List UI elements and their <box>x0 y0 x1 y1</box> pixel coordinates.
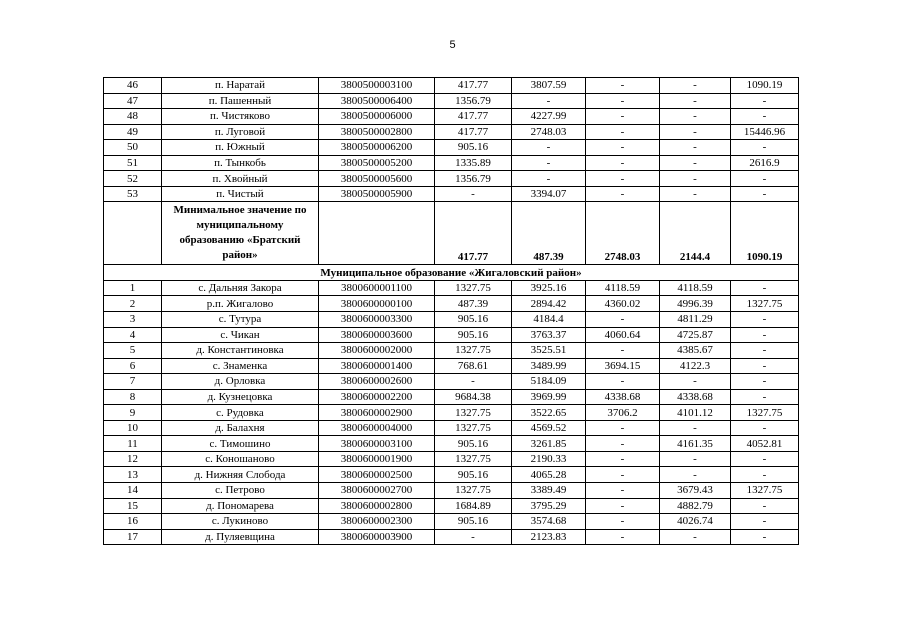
table-cell: 3800500005200 <box>319 155 435 171</box>
table-cell: д. Константиновка <box>162 343 319 359</box>
table-cell: 1 <box>104 280 162 296</box>
table-cell: 417.77 <box>435 78 512 94</box>
table-cell: - <box>660 155 731 171</box>
table-cell: - <box>731 498 799 514</box>
table-cell: 16 <box>104 514 162 530</box>
table-cell: 3800600001900 <box>319 451 435 467</box>
table-cell: 4811.29 <box>660 312 731 328</box>
table-cell: 7 <box>104 374 162 390</box>
table-cell: д. Балахня <box>162 420 319 436</box>
table-cell: - <box>660 420 731 436</box>
data-table <box>103 77 799 545</box>
table-cell: 2616.9 <box>731 155 799 171</box>
table-cell: 3800500006400 <box>319 93 435 109</box>
table-cell: 905.16 <box>435 467 512 483</box>
section-title: Муниципальное образование «Жигаловский район» <box>104 265 799 281</box>
table-cell: 4060.64 <box>586 327 660 343</box>
table-cell: 4118.59 <box>660 280 731 296</box>
table-cell: п. Наратай <box>162 78 319 94</box>
summary-index-cell <box>104 202 162 265</box>
table-cell: 17 <box>104 529 162 545</box>
table-cell: п. Хвойный <box>162 171 319 187</box>
table-cell: 3800600001100 <box>319 280 435 296</box>
table-cell: 2 <box>104 296 162 312</box>
table-cell: 3800500002800 <box>319 124 435 140</box>
table-cell: - <box>731 93 799 109</box>
table-cell: 1327.75 <box>435 405 512 421</box>
section-header-row <box>104 265 799 281</box>
table-cell: р.п. Жигалово <box>162 296 319 312</box>
page-number: 5 <box>449 39 456 51</box>
table-cell: 1335.89 <box>435 155 512 171</box>
table-cell: 8 <box>104 389 162 405</box>
table-cell: - <box>731 420 799 436</box>
table-cell: 53 <box>104 186 162 202</box>
table-cell: - <box>586 78 660 94</box>
table-cell: 3 <box>104 312 162 328</box>
table-cell: - <box>586 420 660 436</box>
table-cell: с. Лукиново <box>162 514 319 530</box>
table-cell: 3800600002900 <box>319 405 435 421</box>
table-cell: 3800500005600 <box>319 171 435 187</box>
table-cell: 3261.85 <box>512 436 586 452</box>
table-cell: - <box>731 451 799 467</box>
table-cell: 3925.16 <box>512 280 586 296</box>
table-cell: 4882.79 <box>660 498 731 514</box>
table-cell: 2894.42 <box>512 296 586 312</box>
table-cell: - <box>731 358 799 374</box>
table-cell: 3800600003600 <box>319 327 435 343</box>
table-cell: - <box>512 171 586 187</box>
table-cell: с. Коношаново <box>162 451 319 467</box>
table-cell: 3807.59 <box>512 78 586 94</box>
table-cell: 15446.96 <box>731 124 799 140</box>
table-cell: - <box>660 529 731 545</box>
table-cell: 3800600002200 <box>319 389 435 405</box>
table-cell: 3800500006000 <box>319 109 435 125</box>
table-cell: - <box>586 186 660 202</box>
table-cell: 9684.38 <box>435 389 512 405</box>
table-row <box>104 78 799 94</box>
table-row <box>104 343 799 359</box>
table-cell: с. Знаменка <box>162 358 319 374</box>
table-cell: 1327.75 <box>731 405 799 421</box>
table-cell: - <box>731 280 799 296</box>
table-cell: д. Пуляевщина <box>162 529 319 545</box>
table-cell: 3800500003100 <box>319 78 435 94</box>
table-cell: 4 <box>104 327 162 343</box>
table-cell: с. Тимошино <box>162 436 319 452</box>
table-cell: 4161.35 <box>660 436 731 452</box>
table-row <box>104 124 799 140</box>
table-cell: 11 <box>104 436 162 452</box>
table-cell: п. Чистяково <box>162 109 319 125</box>
table-cell: 1327.75 <box>435 280 512 296</box>
table-cell: 51 <box>104 155 162 171</box>
table-cell: - <box>586 155 660 171</box>
table-row <box>104 312 799 328</box>
table-row <box>104 140 799 156</box>
table-cell: 4725.87 <box>660 327 731 343</box>
table-cell: 3525.51 <box>512 343 586 359</box>
table-cell: 46 <box>104 78 162 94</box>
table-cell: 3800600001400 <box>319 358 435 374</box>
table-cell: 3574.68 <box>512 514 586 530</box>
table-row <box>104 327 799 343</box>
table-cell: - <box>586 343 660 359</box>
table-cell: - <box>586 436 660 452</box>
table-cell: 1327.75 <box>435 451 512 467</box>
table-cell: - <box>586 124 660 140</box>
table-cell: 417.77 <box>435 109 512 125</box>
table-cell: 3800600004000 <box>319 420 435 436</box>
table-cell: - <box>731 109 799 125</box>
table-cell: 3800600002800 <box>319 498 435 514</box>
table-cell: 4184.4 <box>512 312 586 328</box>
table-row <box>104 389 799 405</box>
table-cell: - <box>731 140 799 156</box>
summary-label: Минимальное значение по муниципальному образованию «Братский район» <box>162 202 319 265</box>
table-cell: 905.16 <box>435 514 512 530</box>
table-cell: - <box>731 389 799 405</box>
table-row <box>104 436 799 452</box>
table-cell: 14 <box>104 483 162 499</box>
table-cell: п. Чистый <box>162 186 319 202</box>
table-row <box>104 529 799 545</box>
table-cell: п. Луговой <box>162 124 319 140</box>
table-cell: 4360.02 <box>586 296 660 312</box>
table-cell: 3800600002700 <box>319 483 435 499</box>
table-cell: - <box>660 186 731 202</box>
table-cell: 10 <box>104 420 162 436</box>
table-row <box>104 420 799 436</box>
table-cell: 4118.59 <box>586 280 660 296</box>
table-cell: - <box>731 529 799 545</box>
table-cell: д. Орловка <box>162 374 319 390</box>
table-cell: 9 <box>104 405 162 421</box>
table-cell: 1327.75 <box>435 483 512 499</box>
table-cell: 3795.29 <box>512 498 586 514</box>
table-cell: с. Тутура <box>162 312 319 328</box>
table-row <box>104 186 799 202</box>
table-cell: п. Южный <box>162 140 319 156</box>
table-cell: 2748.03 <box>512 124 586 140</box>
table-cell: 3800600003900 <box>319 529 435 545</box>
table-cell: - <box>586 529 660 545</box>
table-cell: 5184.09 <box>512 374 586 390</box>
table-cell: 4065.28 <box>512 467 586 483</box>
table-row <box>104 171 799 187</box>
table-cell: - <box>586 140 660 156</box>
table-cell: с. Чикан <box>162 327 319 343</box>
table-cell: - <box>660 140 731 156</box>
table-cell: 905.16 <box>435 140 512 156</box>
table-cell: 3706.2 <box>586 405 660 421</box>
table-cell: - <box>731 312 799 328</box>
table-cell: - <box>731 171 799 187</box>
table-cell: с. Рудовка <box>162 405 319 421</box>
table-cell: 12 <box>104 451 162 467</box>
table-cell: п. Пашенный <box>162 93 319 109</box>
table-cell: 3694.15 <box>586 358 660 374</box>
table-cell: 3800600003300 <box>319 312 435 328</box>
table-cell: - <box>586 451 660 467</box>
table-cell: 3800500005900 <box>319 186 435 202</box>
table-cell: 3800600002600 <box>319 374 435 390</box>
table-cell: 3800600002500 <box>319 467 435 483</box>
table-cell: - <box>660 467 731 483</box>
table-cell: - <box>660 93 731 109</box>
table-cell: 52 <box>104 171 162 187</box>
summary-code-cell <box>319 202 435 265</box>
table-cell: 48 <box>104 109 162 125</box>
table-row <box>104 155 799 171</box>
table-cell: 3394.07 <box>512 186 586 202</box>
table-row <box>104 451 799 467</box>
table-cell: - <box>731 343 799 359</box>
table-cell: 3489.99 <box>512 358 586 374</box>
table-cell: - <box>512 155 586 171</box>
table-cell: д. Кузнецовка <box>162 389 319 405</box>
table-cell: - <box>586 93 660 109</box>
table-cell: 4338.68 <box>660 389 731 405</box>
table-cell: 3800500006200 <box>319 140 435 156</box>
table-cell: 3389.49 <box>512 483 586 499</box>
table-cell: 4026.74 <box>660 514 731 530</box>
table-row <box>104 280 799 296</box>
table-cell: 1327.75 <box>435 420 512 436</box>
table-cell: - <box>660 109 731 125</box>
table-cell: - <box>660 451 731 467</box>
table-cell: 1090.19 <box>731 78 799 94</box>
table-cell: - <box>731 467 799 483</box>
summary-row <box>104 202 799 265</box>
table-cell: - <box>435 529 512 545</box>
table-cell: - <box>586 312 660 328</box>
table-cell: - <box>512 93 586 109</box>
table-cell: 4338.68 <box>586 389 660 405</box>
table-row <box>104 483 799 499</box>
table-cell: 1327.75 <box>731 483 799 499</box>
table-cell: - <box>660 78 731 94</box>
table-cell: 1327.75 <box>435 343 512 359</box>
table-cell: - <box>731 514 799 530</box>
table-row <box>104 109 799 125</box>
table-cell: - <box>731 374 799 390</box>
table-row <box>104 514 799 530</box>
table-cell: д. Пономарева <box>162 498 319 514</box>
table-cell: д. Нижняя Слобода <box>162 467 319 483</box>
table-cell: 2190.33 <box>512 451 586 467</box>
table-body-top <box>104 78 799 202</box>
table-cell: 905.16 <box>435 312 512 328</box>
table-cell: с. Петрово <box>162 483 319 499</box>
table-cell: 13 <box>104 467 162 483</box>
table-cell: - <box>660 374 731 390</box>
table-cell: 4996.39 <box>660 296 731 312</box>
summary-value: 2748.03 <box>586 202 660 265</box>
table-cell: 49 <box>104 124 162 140</box>
table-cell: - <box>660 124 731 140</box>
table-cell: 3800600000100 <box>319 296 435 312</box>
table-cell: 3800600003100 <box>319 436 435 452</box>
table-cell: 3800600002300 <box>319 514 435 530</box>
table-cell: 768.61 <box>435 358 512 374</box>
table-cell: п. Тынкобь <box>162 155 319 171</box>
table-cell: 1684.89 <box>435 498 512 514</box>
table-cell: 15 <box>104 498 162 514</box>
table-cell: - <box>586 467 660 483</box>
table-cell: - <box>586 171 660 187</box>
table-cell: 50 <box>104 140 162 156</box>
summary-value: 487.39 <box>512 202 586 265</box>
table-row <box>104 374 799 390</box>
table-cell: - <box>586 109 660 125</box>
table-cell: 3969.99 <box>512 389 586 405</box>
table-cell: 487.39 <box>435 296 512 312</box>
table-cell: - <box>512 140 586 156</box>
table-cell: 6 <box>104 358 162 374</box>
table-cell: с. Дальняя Закора <box>162 280 319 296</box>
table-cell: 417.77 <box>435 124 512 140</box>
table-cell: 5 <box>104 343 162 359</box>
table-row <box>104 296 799 312</box>
table-cell: - <box>731 327 799 343</box>
table-row <box>104 405 799 421</box>
summary-value: 2144.4 <box>660 202 731 265</box>
table-cell: - <box>660 171 731 187</box>
table-cell: 4227.99 <box>512 109 586 125</box>
table-cell: 1356.79 <box>435 171 512 187</box>
summary-value: 417.77 <box>435 202 512 265</box>
table-cell: - <box>435 374 512 390</box>
table-cell: 47 <box>104 93 162 109</box>
table-cell: 1327.75 <box>731 296 799 312</box>
table-body-bottom <box>104 280 799 544</box>
summary-value: 1090.19 <box>731 202 799 265</box>
table-cell: - <box>586 374 660 390</box>
table-row <box>104 93 799 109</box>
table-cell: 4122.3 <box>660 358 731 374</box>
table-row <box>104 467 799 483</box>
table-cell: 4569.52 <box>512 420 586 436</box>
table-row <box>104 358 799 374</box>
table-cell: 905.16 <box>435 327 512 343</box>
table-cell: 3679.43 <box>660 483 731 499</box>
table-cell: - <box>435 186 512 202</box>
table-cell: - <box>586 498 660 514</box>
table-cell: 3522.65 <box>512 405 586 421</box>
table-cell: - <box>586 514 660 530</box>
table-cell: 4101.12 <box>660 405 731 421</box>
table-cell: 3763.37 <box>512 327 586 343</box>
table-cell: - <box>586 483 660 499</box>
table-cell: 3800600002000 <box>319 343 435 359</box>
table-cell: 4052.81 <box>731 436 799 452</box>
table-cell: - <box>731 186 799 202</box>
table-cell: 4385.67 <box>660 343 731 359</box>
table-cell: 905.16 <box>435 436 512 452</box>
table-cell: 2123.83 <box>512 529 586 545</box>
table-row <box>104 498 799 514</box>
table-cell: 1356.79 <box>435 93 512 109</box>
